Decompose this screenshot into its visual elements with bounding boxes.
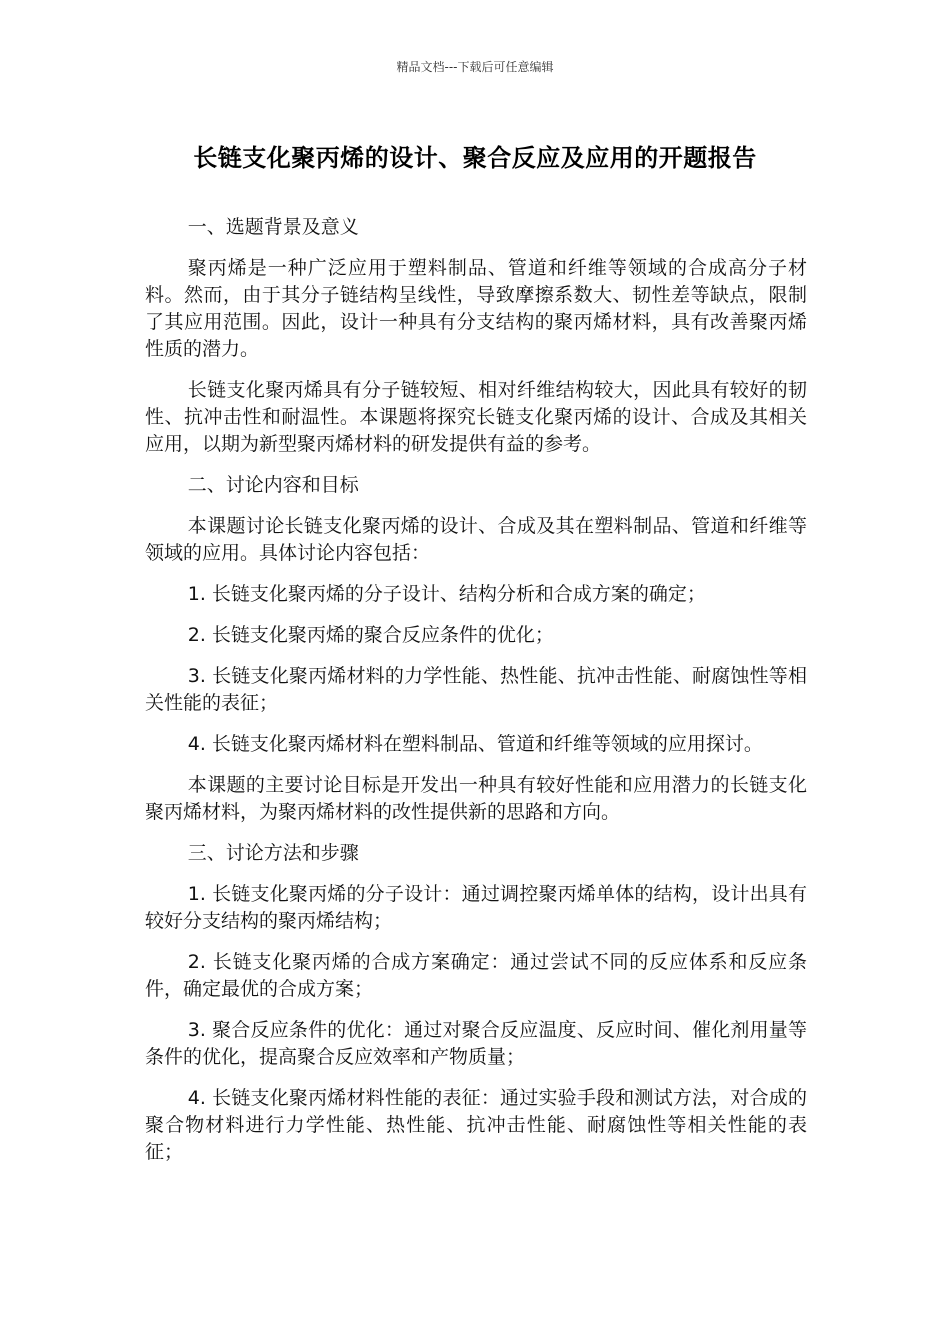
paragraph-background-2: 长链支化聚丙烯具有分子链较短、相对纤维结构较大，因此具有较好的韧性、抗冲击性和耐温性。本课题将探究长链支化聚丙烯的设计、合成及其相关应用，以期为新型聚丙烯材料的研发提供有益的参考。: [145, 379, 807, 455]
list-item-content-4: 4. 长链支化聚丙烯材料在塑料制品、管道和纤维等领域的应用探讨。: [187, 733, 763, 755]
section-heading-content-goals: 二、讨论内容和目标: [187, 474, 359, 496]
paragraph-content-intro: 本课题讨论长链支化聚丙烯的设计、合成及其在塑料制品、管道和纤维等领域的应用。具体讨论内容包括：: [145, 515, 807, 564]
paragraph-goals: 本课题的主要讨论目标是开发出一种具有较好性能和应用潜力的长链支化聚丙烯材料，为聚丙烯材料的改性提供新的思路和方向。: [145, 774, 807, 823]
document-body: [145, 214, 807, 1180]
list-item-method-3: 3. 聚合反应条件的优化：通过对聚合反应温度、反应时间、催化剂用量等条件的优化，提高聚合反应效率和产物质量；: [145, 1019, 807, 1068]
section-heading-methods: 三、讨论方法和步骤: [187, 842, 359, 864]
header-note: 精品文档---下载后可任意编辑: [396, 60, 554, 74]
list-item-method-4: 4. 长链支化聚丙烯材料性能的表征：通过实验手段和测试方法，对合成的聚合物材料进行力学性能、热性能、抗冲击性能、耐腐蚀性等相关性能的表征；: [145, 1087, 807, 1163]
section-heading-background: 一、选题背景及意义: [187, 216, 359, 238]
list-item-content-1: 1. 长链支化聚丙烯的分子设计、结构分析和合成方案的确定；: [187, 583, 706, 605]
list-item-content-2: 2. 长链支化聚丙烯的聚合反应条件的优化；: [187, 624, 554, 646]
list-item-method-2: 2. 长链支化聚丙烯的合成方案确定：通过尝试不同的反应体系和反应条件，确定最优的合成方案；: [145, 951, 807, 1000]
document-title: 长链支化聚丙烯的设计、聚合反应及应用的开题报告: [193, 144, 757, 172]
list-item-method-1: 1. 长链支化聚丙烯的分子设计：通过调控聚丙烯单体的结构，设计出具有较好分支结构的聚丙烯结构；: [145, 883, 807, 932]
paragraph-background-1: 聚丙烯是一种广泛应用于塑料制品、管道和纤维等领域的合成高分子材料。然而，由于其分子链结构呈线性，导致摩擦系数大、韧性差等缺点，限制了其应用范围。因此，设计一种具有分支结构的聚丙烯材料，具有改善聚丙烯性质的潜力。: [145, 257, 807, 360]
list-item-content-3: 3. 长链支化聚丙烯材料的力学性能、热性能、抗冲击性能、耐腐蚀性等相关性能的表征；: [145, 665, 807, 714]
